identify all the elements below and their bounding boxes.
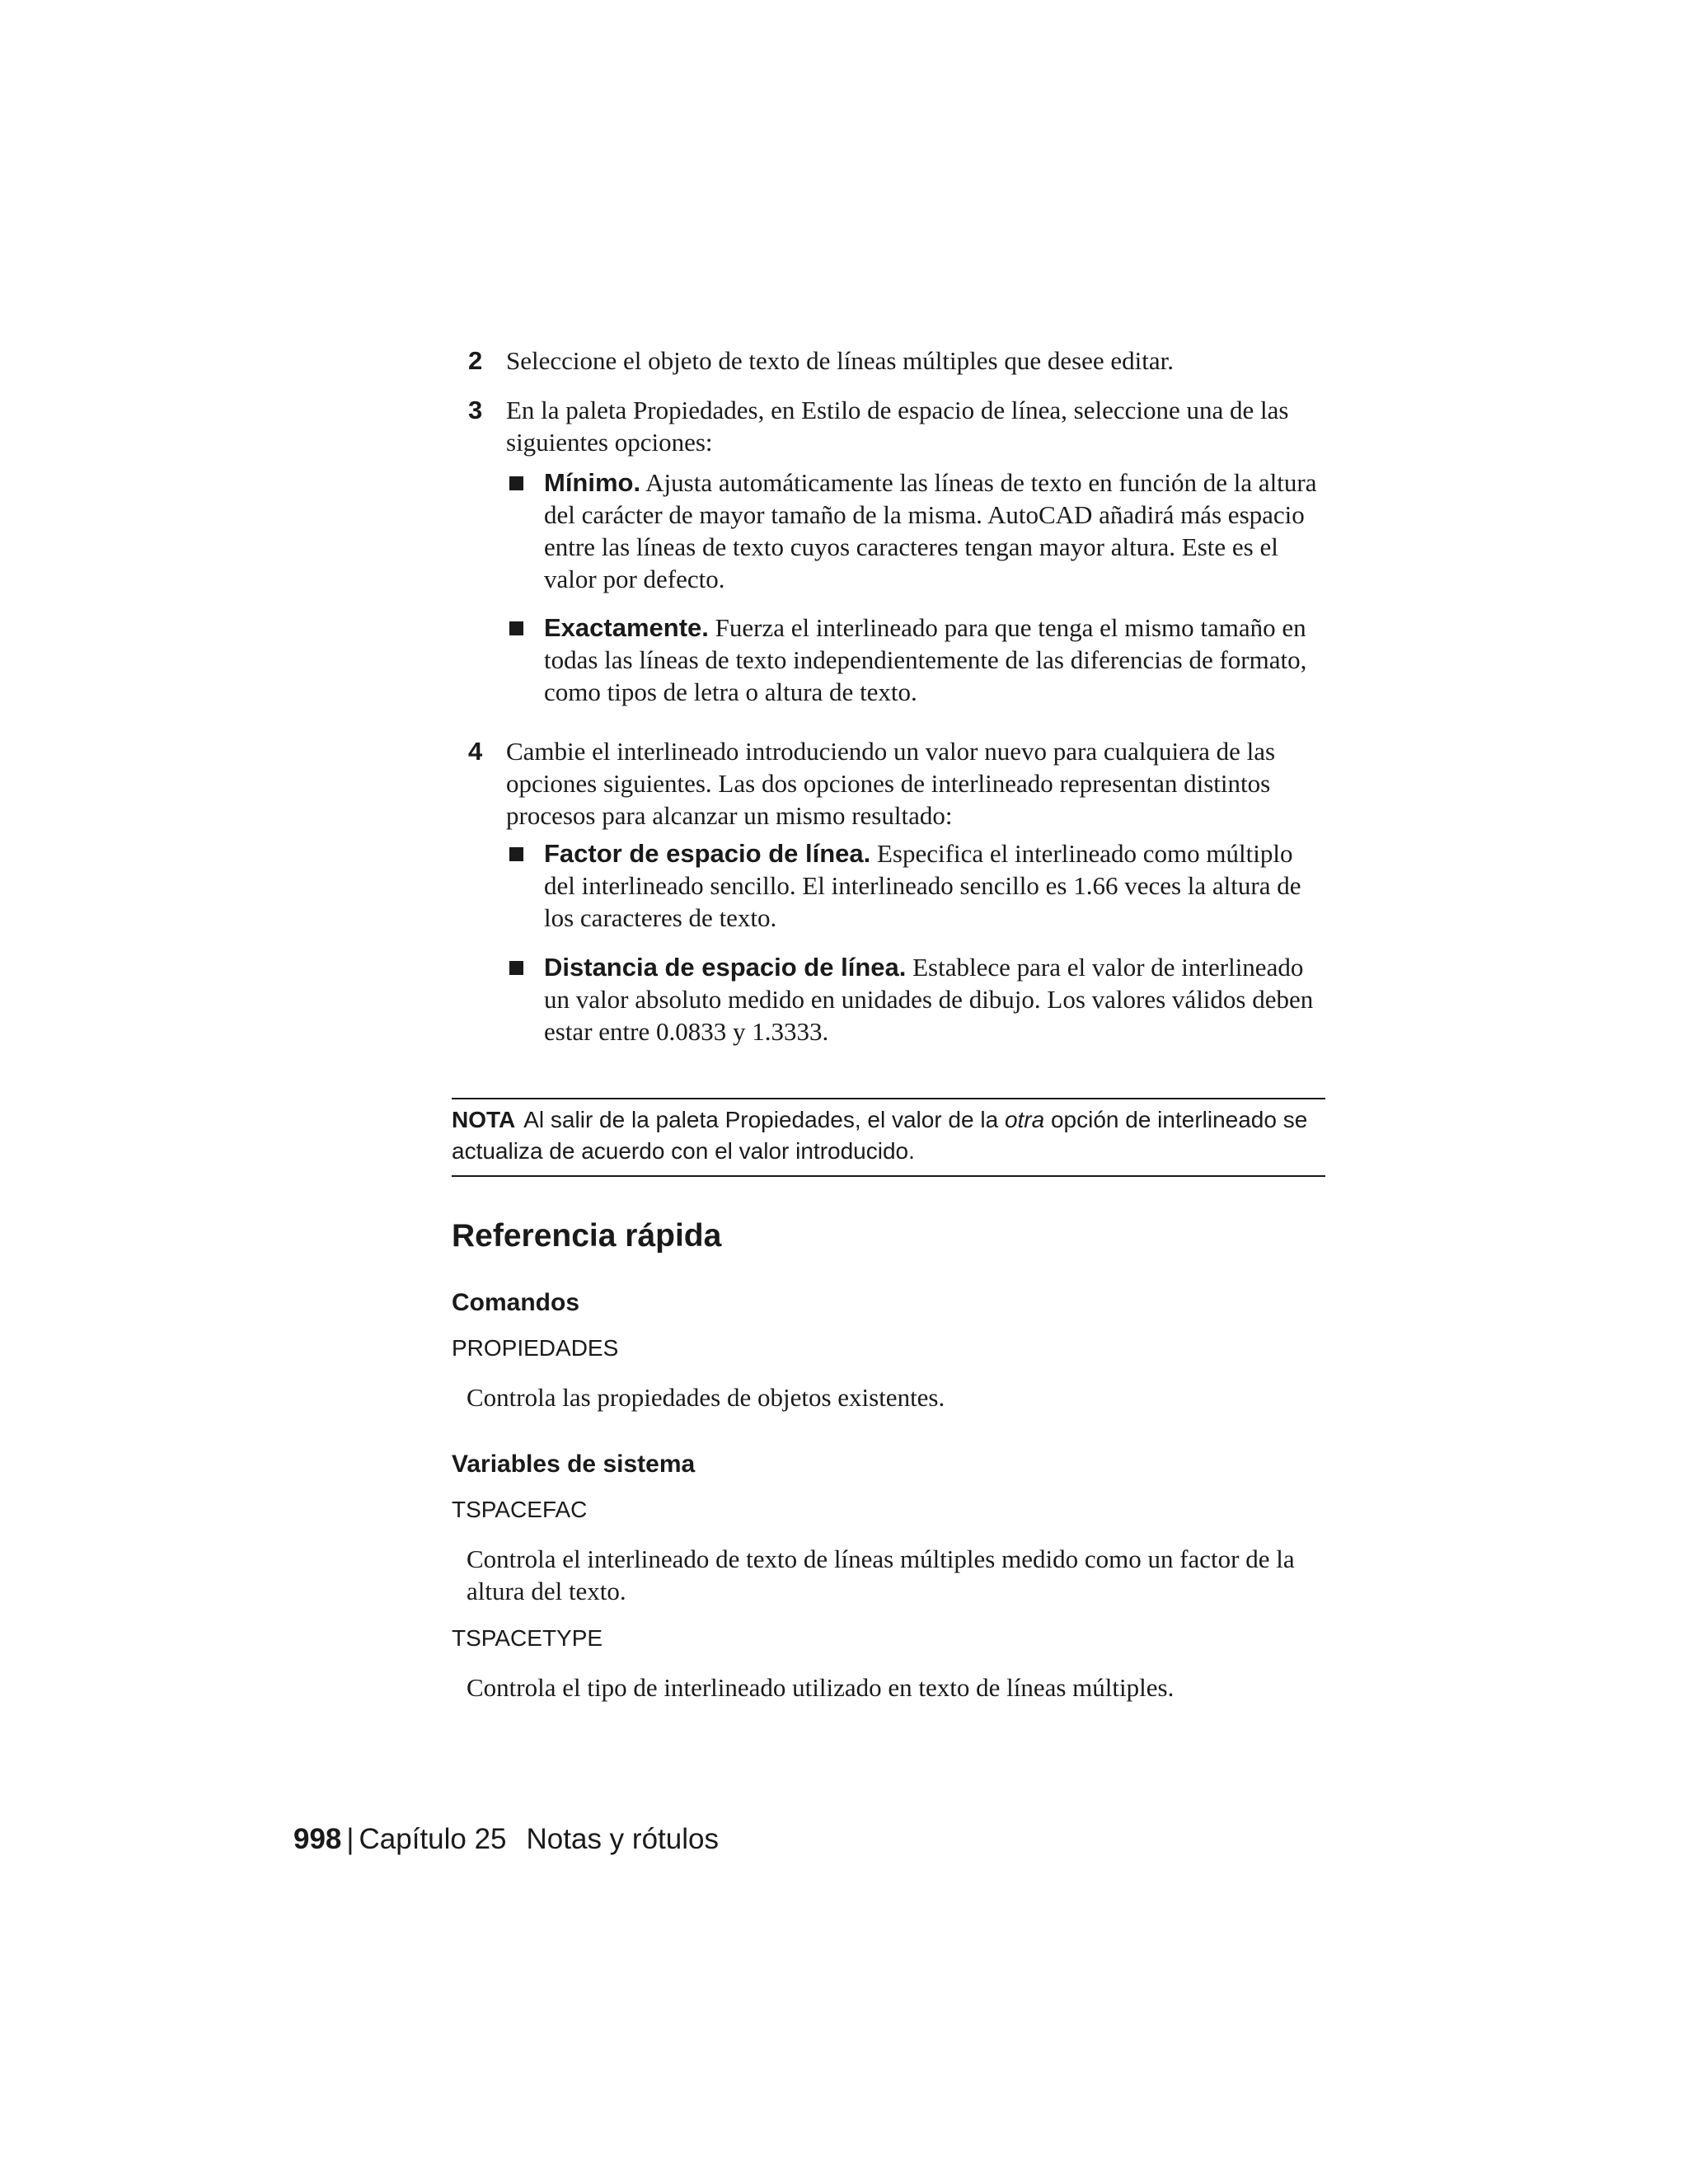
bullet-text — [544, 466, 1325, 595]
note-text-after: opción de interlineado se actualiza de acuerdo con el valor introducido. — [452, 1107, 1308, 1164]
square-bullet-icon — [509, 847, 523, 861]
square-bullet-icon — [509, 476, 523, 490]
footer-chapter: Capítulo 25 — [359, 1823, 507, 1855]
command-description: Controla las propiedades de objetos existentes. — [467, 1383, 945, 1412]
bullet-text — [544, 951, 1325, 1047]
section-heading-quick-reference: Referencia rápida — [452, 1218, 722, 1254]
square-bullet-icon — [509, 621, 523, 635]
sysvar-description: Controla el tipo de interlineado utilizado en texto de líneas múltiples. — [467, 1673, 1175, 1702]
bullet-factor — [506, 837, 1325, 934]
step-number: 2 — [468, 346, 483, 375]
page-number: 998 — [293, 1823, 342, 1855]
bullet-distancia — [506, 951, 1325, 1047]
bullet-description: Establece para el valor de interlineado un valor absoluto medido en unidades de dibujo. Los valores válidos deben estar entre 0.0833 y 1.3333. — [544, 953, 1314, 1046]
page-footer — [293, 1823, 719, 1856]
step-number: 3 — [468, 396, 483, 424]
sysvar-description: Controla el interlineado de texto de líneas múltiples medido como un factor de la altura del texto. — [467, 1544, 1295, 1605]
step-2 — [452, 344, 1325, 377]
step-number: 4 — [468, 737, 483, 766]
bullet-description: Especifica el interlineado como múltiplo del interlineado sencillo. El interlineado sencillo es 1.66 veces la altura de los caracteres de texto. — [544, 839, 1301, 932]
bullet-description: Fuerza el interlineado para que tenga el mismo tamaño en todas las líneas de texto independientemente de las diferencias de formato, como tipos de letra o altura de texto. — [544, 613, 1307, 706]
subheading-commands: Comandos — [452, 1289, 580, 1316]
bullet-term: Exactamente. — [544, 613, 709, 642]
footer-title: Notas y rótulos — [526, 1823, 719, 1855]
note-label: NOTA — [452, 1107, 516, 1132]
step-4 — [452, 735, 1325, 832]
bullet-description: Ajusta automáticamente las líneas de texto en función de la altura del carácter de mayor tamaño de la misma. AutoCAD añadirá más espacio entre las líneas de texto cuyos caracteres tengan mayor altura. Este es el valor por defecto. — [544, 468, 1317, 593]
bullet-term: Distancia de espacio de línea. — [544, 953, 907, 982]
step-text: En la paleta Propiedades, en Estilo de espacio de línea, seleccione una de las siguientes opciones: — [506, 396, 1289, 457]
bullet-term: Mínimo. — [544, 468, 641, 497]
bullet-minimo — [506, 466, 1325, 595]
bullet-exactamente — [506, 612, 1325, 708]
note-text-before: Al salir de la paleta Propiedades, el valor de la — [523, 1107, 999, 1132]
bullet-term: Factor de espacio de línea. — [544, 839, 871, 868]
bullet-text — [544, 837, 1325, 934]
sysvar-name: TSPACETYPE — [452, 1625, 603, 1651]
footer-separator: | — [346, 1823, 354, 1855]
step-text: Cambie el interlineado introduciendo un valor nuevo para cualquiera de las opciones siguientes. Las dos opciones de interlineado representan distintos procesos para alcanzar un mismo resultado: — [506, 737, 1276, 830]
command-name: PROPIEDADES — [452, 1335, 619, 1361]
note-emphasis: otra — [1004, 1107, 1045, 1132]
step-text: Seleccione el objeto de texto de líneas múltiples que desee editar. — [506, 346, 1175, 375]
subheading-system-variables: Variables de sistema — [452, 1451, 696, 1478]
square-bullet-icon — [509, 961, 523, 975]
step-3 — [452, 394, 1325, 458]
bullet-text — [544, 612, 1325, 708]
note-box — [452, 1098, 1325, 1177]
sysvar-name: TSPACEFAC — [452, 1497, 588, 1522]
